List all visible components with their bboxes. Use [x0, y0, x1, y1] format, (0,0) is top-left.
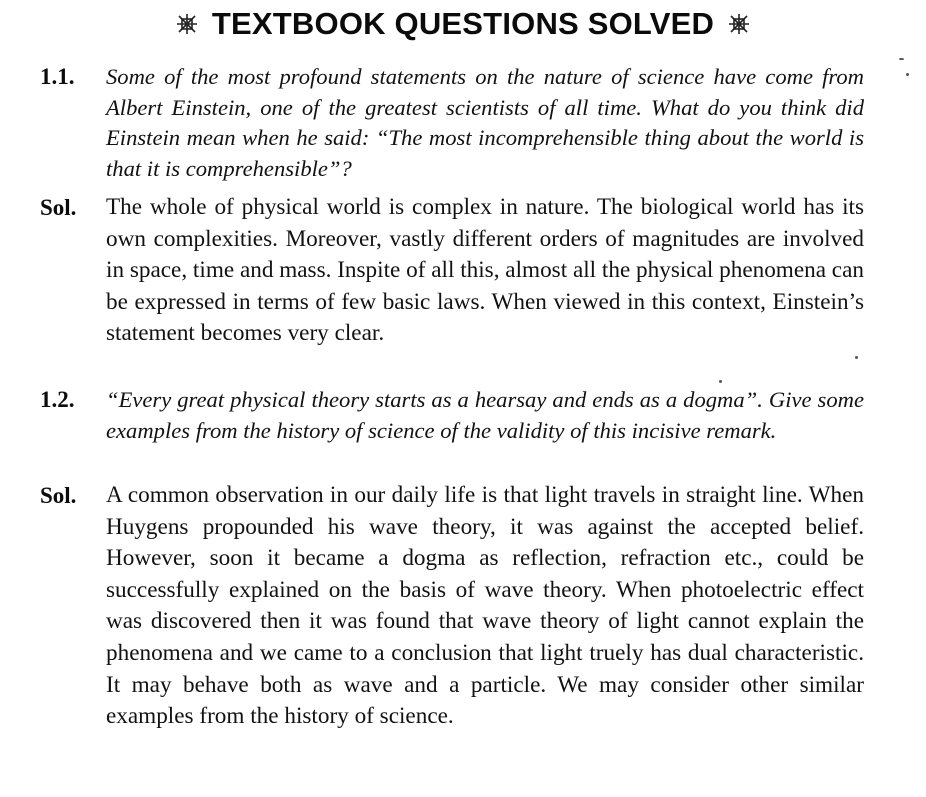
ornament-left-icon — [176, 13, 198, 35]
scan-speck — [899, 58, 904, 60]
solution-label: Sol. — [40, 195, 77, 220]
question-text: Some of the most profound statements on the nature of science have come from Albert Einstein, one of the greatest scientists of all time. What do you think did Einstein mean when he said: “The most incomprehensible thing about the world is that it is comprehensible”? — [106, 64, 864, 181]
solution-label: Sol. — [40, 483, 77, 508]
scan-speck — [855, 356, 858, 359]
page-title: TEXTBOOK QUESTIONS SOLVED — [211, 6, 715, 41]
question-text: “Every great physical theory starts as a hearsay and ends as a dogma”. Give some examples from the history of science of the validity of this incisive remark. — [106, 387, 864, 443]
section-heading — [0, 4, 926, 44]
scan-speck — [719, 380, 722, 383]
scan-speck — [906, 73, 909, 76]
solution-text: A common observation in our daily life is that light travels in straight line. When Huygens propounded his wave theory, it was against the accepted belief. However, soon it became a dogma as reflection, refraction etc., could be successfully explained on the basis of wave theory. When photoelectric effect was discovered then it was found that wave theory of light cannot explain the phenomena and we came to a conclusion that light truely has dual characteristic. It may behave both as wave and a particle. We may consider other similar examples from the history of science. — [106, 482, 864, 730]
ornament-right-icon — [728, 13, 750, 35]
question-number: 1.1. — [40, 64, 75, 89]
solution-text: The whole of physical world is complex in nature. The biological world has its own complexities. Moreover, vastly different orders of magnitudes are involved in space, time and mass. Inspite of all this, almost all the physical phenomena can be expressed in terms of few basic laws. When viewed in this context, Einstein’s statement becomes very clear. — [106, 194, 864, 347]
question-number: 1.2. — [40, 387, 75, 412]
